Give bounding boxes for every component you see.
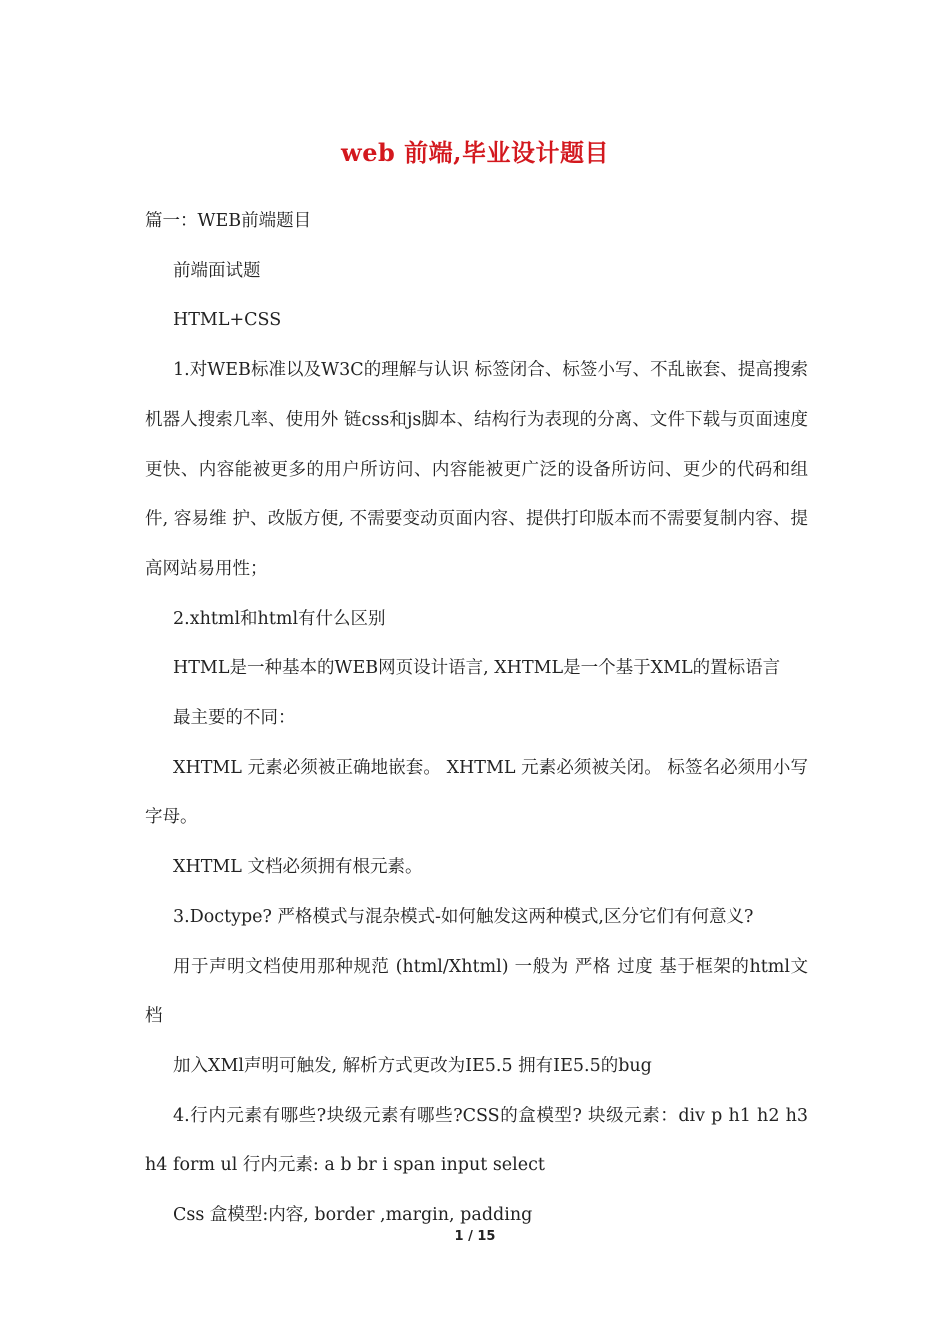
paragraph: 最主要的不同： — [173, 708, 296, 729]
document-title: web 前端,毕业设计题目 — [341, 138, 609, 167]
document-body — [145, 197, 808, 1241]
paragraph: 用于声明文档使用那种规范 (html/Xhtml) 一般为 严格 过度 基于框架的html文档 — [145, 956, 808, 1027]
paragraph: 加入XMl声明可触发, 解析方式更改为IE5.5 拥有IE5.5的bug — [173, 1055, 652, 1076]
paragraph: Css 盒模型:内容, border ,margin, padding — [173, 1205, 533, 1226]
page-number: 1 / 15 — [454, 1229, 496, 1244]
paragraph: 1.对WEB标准以及W3C的理解与认识 标签闭合、标签小写、不乱嵌套、提高搜索机器人搜索几率、使用外 链css和js脚本、结构行为表现的分离、文件下载与页面速度更快、内容能被更多的用户所访问、内容能被更广泛的设备所访问、更少的代码和组件, 容易维 护、改版方便, 不需要变动页面内容、提供打印版本而不需要复制内容、提高网站易用性； — [145, 360, 808, 579]
paragraph: HTML是一种基本的WEB网页设计语言, XHTML是一个基于XML的置标语言 — [173, 658, 781, 679]
paragraph: 2.xhtml和html有什么区别 — [173, 608, 386, 629]
paragraph: 前端面试题 — [173, 260, 261, 281]
paragraph: HTML+CSS — [173, 310, 282, 331]
paragraph: 3.Doctype? 严格模式与混杂模式-如何触发这两种模式,区分它们有何意义? — [173, 906, 754, 927]
paragraph: 4.行内元素有哪些?块级元素有哪些?CSS的盒模型? 块级元素：div p h1 h2 h3 h4 form ul 行内元素: a b br i span input select — [145, 1105, 808, 1176]
paragraph: XHTML 文档必须拥有根元素。 — [173, 857, 423, 878]
paragraph: XHTML 元素必须被正确地嵌套。 XHTML 元素必须被关闭。 标签名必须用小写字母。 — [145, 757, 808, 828]
paragraph: 篇一：WEB前端题目 — [145, 211, 312, 231]
